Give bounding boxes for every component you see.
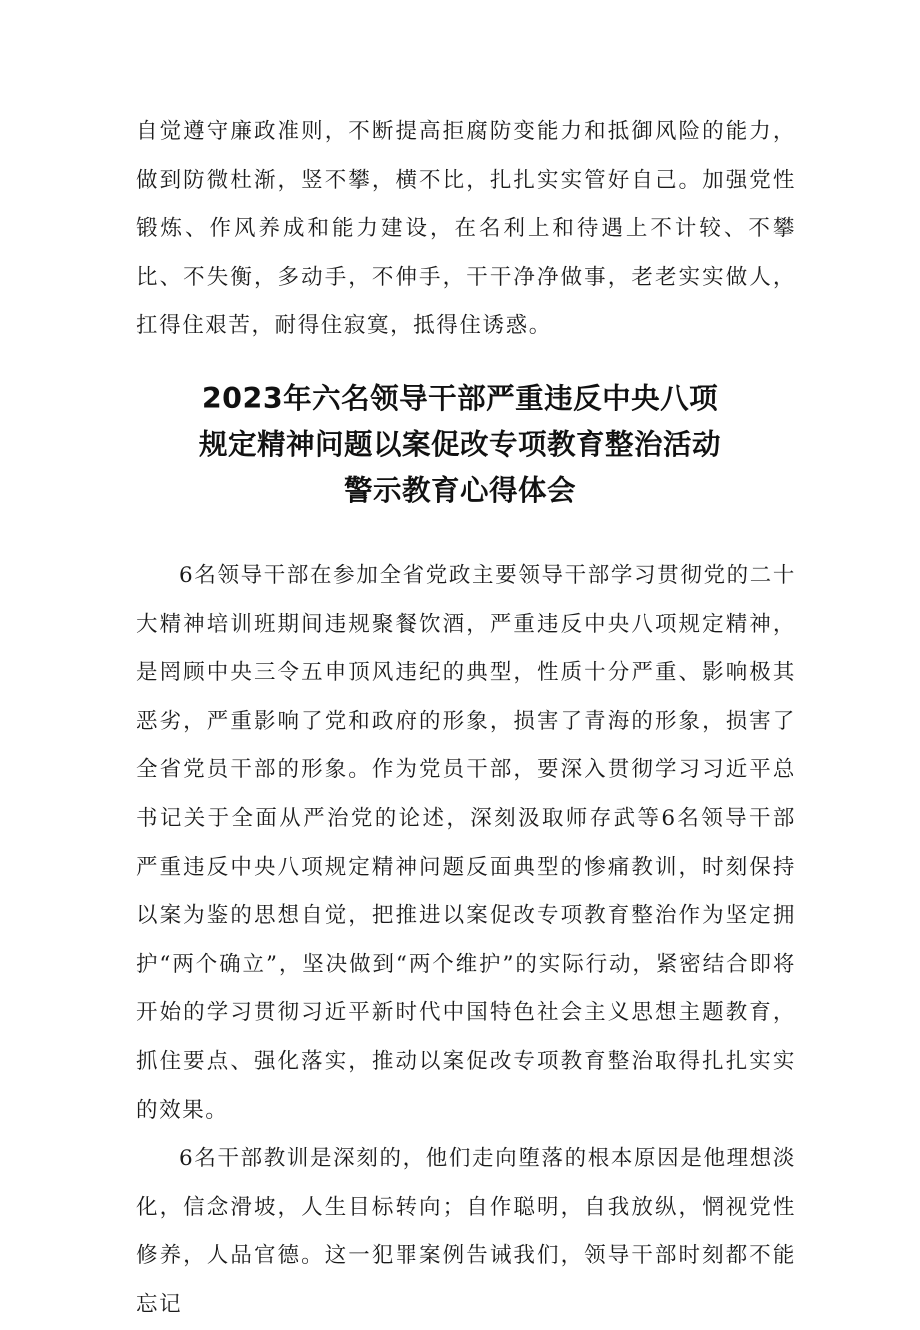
body-text-block: [136, 552, 796, 1330]
body-paragraph-1: 6名领导干部在参加全省党政主要领导干部学习贯彻党的二十大精神培训班期间违规聚餐饮酒，严重违反中央八项规定精神，是罔顾中央三令五申顶风违纪的典型，性质十分严重、影响极其恶劣，严重影响了党和政府的形象，损害了青海的形象，损害了全省党员干部的形象。作为党员干部，要深入贯彻学习习近平总书记关于全面从严治党的论述，深刻汲取师存武等6名领导干部严重违反中央八项规定精神问题反面典型的惨痛教训，时刻保持以案为鉴的思想自觉，把推进以案促改专项教育整治作为坚定拥护“两个确立”，坚决做到“两个维护”的实际行动，紧密结合即将开始的学习贯彻习近平新时代中国特色社会主义思想主题教育，抓住要点、强化落实，推动以案促改专项教育整治取得扎扎实实的效果。: [136, 563, 796, 1123]
title-line-1: 2023年六名领导干部严重违反中央八项: [201, 382, 719, 415]
document-title: [100, 376, 820, 514]
continued-paragraph: 自觉遵守廉政准则，不断提高拒腐防变能力和抵御风险的能力，做到防微杜渐，竖不攀，横不比，扎扎实实管好自己。加强党性锻炼、作风养成和能力建设，在名利上和待遇上不计较、不攀比、不失衡，多动手，不伸手，干干净净做事，老老实实做人，扛得住艰苦，耐得住寂寞，抵得住诱惑。: [136, 119, 796, 339]
title-line-3: 警示教育心得体会: [343, 474, 576, 507]
body-paragraph-2: 6名干部教训是深刻的，他们走向堕落的根本原因是他理想淡化，信念滑坡，人生目标转向；自作聪明，自我放纵，惘视党性修养，人品官德。这一犯罪案例告诫我们，领导干部时刻都不能忘记: [136, 1146, 796, 1317]
title-line-2: 规定精神问题以案促改专项教育整治活动: [198, 428, 721, 461]
continued-text-block: [136, 108, 796, 351]
